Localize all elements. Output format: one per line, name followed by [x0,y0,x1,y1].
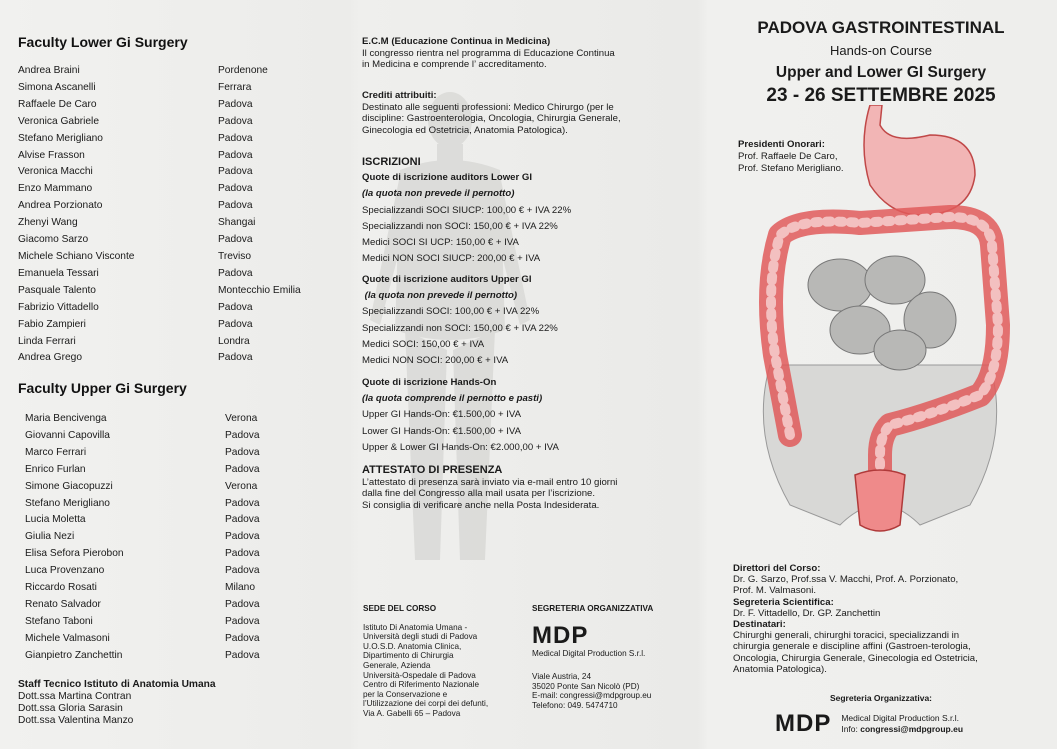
staff-member: Dott.ssa Valentina Manzo [18,715,134,726]
faculty-member-city: Padova [218,98,253,110]
attestato-block [362,465,682,511]
faculty-member-name: Riccardo Rosati [25,582,97,594]
segreteria-title: SEGRETERIA ORGANIZZATIVA [532,604,654,613]
cover-dates: 23 - 26 SETTEMBRE 2025 [766,85,996,106]
faculty-member-name: Fabio Zampieri [18,318,86,330]
segreteria-line: 35020 Ponte San Nicolò (PD) [532,681,640,691]
faculty-member-row [18,300,328,317]
faculty-member-city: Padova [225,548,260,560]
sede-line: Via A. Gabelli 65 – Padova [363,708,461,718]
faculty-member-row [25,648,335,665]
faculty-member-name: Marco Ferrari [25,446,87,458]
faculty-member-city: Padova [218,149,253,161]
faculty-member-row [18,181,328,198]
iscrizioni-block [362,154,682,267]
presidenti-line: Prof. Stefano Merigliano. [738,163,844,174]
faculty-member-row [25,428,335,445]
lower-fee-note: (la quota non prevede il pernotto) [362,188,515,200]
fee-line: Lower GI Hands-On: €1.500,00 + IVA [362,425,522,437]
destinatari-line: Anatomia Patologica). [733,663,827,675]
faculty-lower-list [18,63,328,367]
cover-info [841,724,963,735]
upper-fee-note: (la quota non prevede il pernotto) [362,290,518,302]
cover-course: Upper and Lower GI Surgery [775,64,987,81]
crediti-block [362,90,682,136]
faculty-member-name: Stefano Taboni [25,615,93,627]
sede-line: Generale, Azienda [363,660,431,670]
faculty-member-city: Padova [218,267,253,279]
faculty-member-city: Padova [225,497,260,509]
presidenti-title: Presidenti Onorari: [738,139,825,150]
faculty-member-row [25,512,335,529]
fee-line: Specializzandi SOCI SIUCP: 100,00 € + IVA 22% [362,204,572,216]
faculty-member-city: Padova [218,200,253,212]
faculty-member-row [25,580,335,597]
faculty-member-name: Pasquale Talento [18,284,96,296]
faculty-member-row [25,529,335,546]
destinatari-title: Destinatari: [733,619,786,631]
fee-line: Upper GI Hands-On: €1.500,00 + IVA [362,409,522,421]
faculty-member-row [18,266,328,283]
cover-company: Medical Digital Production S.r.l. [841,713,959,723]
faculty-member-city: Montecchio Emilia [218,284,301,296]
faculty-member-city: Padova [218,166,253,178]
ecm-line: Il congresso rientra nel programma di Educazione Continua [362,47,615,59]
faculty-upper-list [25,411,335,665]
faculty-member-row [18,131,328,148]
faculty-member-name: Veronica Macchi [18,166,93,178]
faculty-member-name: Emanuela Tessari [18,267,99,279]
cover-info-label: Info: [841,724,858,734]
faculty-member-row [25,597,335,614]
faculty-member-name: Michele Schiano Visconte [18,250,135,262]
faculty-member-name: Lucia Moletta [25,514,86,526]
faculty-member-row [25,462,335,479]
crediti-line: discipline: Gastroenterologia, Oncologia, Chirurgia Generale, [362,113,621,125]
info-column [345,0,705,749]
sede-title: SEDE DEL CORSO [363,604,437,613]
upper-fee-block [362,272,682,369]
faculty-member-city: Padova [225,429,260,441]
faculty-member-city: Padova [225,615,260,627]
sede-line: Istituto Di Anatomia Umana - [363,622,468,632]
faculty-column [0,0,345,749]
faculty-member-row [18,215,328,232]
cover-segreteria-title: Segreteria Organizzativa: [829,693,933,703]
attestato-line: Si consiglia di verificare anche nella Posta Indesiderata. [362,499,600,511]
faculty-member-name: Linda Ferrari [18,335,76,347]
faculty-lower-title: Faculty Lower Gi Surgery [18,34,188,50]
attestato-line: L’attestato di presenza sarà inviato via e-mail entro 10 giorni [362,476,618,488]
cover-footer-logo [775,710,963,738]
faculty-member-city: Verona [225,413,258,424]
mdp-logo: MDP [775,710,832,737]
faculty-member-row [25,614,335,631]
faculty-member-city: Padova [218,115,253,127]
segreteria-line: Viale Austria, 24 [532,672,592,682]
faculty-member-row [25,479,335,496]
faculty-member-city: Pordenone [218,65,268,76]
fee-line: Medici NON SOCI: 200,00 € + IVA [362,355,509,367]
staff-member: Dott.ssa Martina Contran [18,691,132,702]
faculty-member-name: Giovanni Capovilla [25,429,110,441]
fee-line: Specializzandi non SOCI: 150,00 € + IVA 22% [362,220,558,232]
faculty-member-city: Padova [225,598,260,610]
faculty-member-city: Padova [218,234,253,246]
faculty-member-name: Andrea Porzionato [18,200,103,212]
faculty-member-city: Padova [225,531,260,543]
direttori-line: Dr. G. Sarzo, Prof.ssa V. Macchi, Prof. A. Porzionato, [733,574,959,586]
faculty-member-city: Padova [218,301,253,313]
faculty-member-name: Elisa Sefora Pierobon [25,548,124,560]
iscrizioni-title: ISCRIZIONI [362,156,421,168]
fee-line: Specializzandi non SOCI: 150,00 € + IVA 22% [362,322,558,334]
faculty-member-name: Renato Salvador [25,598,101,610]
faculty-member-city: Ferrara [218,81,252,93]
hands-on-fee-note: (la quota comprende il pernotto e pasti) [362,393,543,405]
sede-line: Università-Ospedale di Padova [363,670,476,680]
faculty-member-city: Padova [225,446,260,458]
faculty-member-city: Shangai [218,217,256,229]
sede-line: l’Utilizzazione dei corpi dei defunti, [363,699,489,709]
mdp-logo: MDP [532,621,589,649]
destinatari-line: Oncologia, Chirurgia Generale, Ginecologia ed Ostetricia, [733,652,978,664]
faculty-member-name: Luca Provenzano [25,565,105,577]
faculty-member-row [18,334,328,351]
hands-on-fee-title: Quote di iscrizione Hands-On [362,377,497,388]
faculty-member-city: Milano [225,582,256,594]
direttori-block [733,563,1033,675]
ecm-line: in Medicina e comprende l’ accreditamento. [362,59,547,71]
sede-line: Centro di Riferimento Nazionale [363,680,480,690]
destinatari-line: Chirurghi generali, chirurghi toracici, specializzandi in [733,630,960,642]
cover-title: PADOVA GASTROINTESTINAL [757,18,1005,37]
faculty-member-name: Michele Valmasoni [25,632,110,644]
faculty-member-name: Gianpietro Zanchettin [25,649,123,661]
faculty-member-row [18,164,328,181]
faculty-member-row [25,631,335,648]
faculty-member-name: Simona Ascanelli [18,81,96,93]
faculty-member-row [18,350,328,367]
faculty-member-name: Giacomo Sarzo [18,234,89,246]
scientifica-line: Dr. F. Vittadello, Dr. GP. Zanchettin [733,607,881,619]
cover-subtitle: Hands-on Course [830,43,932,58]
faculty-member-name: Maria Bencivenga [25,413,107,424]
scientifica-title: Segreteria Scientifica: [733,596,834,608]
gastrointestinal-illustration [730,105,1030,545]
sede-line: Università degli studi di Padova [363,632,478,642]
faculty-member-city: Treviso [218,250,252,262]
ecm-title: E.C.M (Educazione Continua in Medicina) [362,36,551,47]
faculty-member-row [25,411,335,428]
faculty-member-row [18,249,328,266]
faculty-member-name: Andrea Braini [18,65,80,76]
faculty-member-city: Padova [225,514,260,526]
lower-fee-title: Quote di iscrizione auditors Lower GI [362,172,533,184]
faculty-member-row [18,283,328,300]
fee-line: Upper & Lower GI Hands-On: €2.000,00 + IVA [362,441,559,453]
faculty-member-name: Veronica Gabriele [18,115,99,127]
faculty-member-name: Raffaele De Caro [18,98,97,110]
sede-block [363,604,523,719]
faculty-member-name: Enrico Furlan [25,463,86,475]
segreteria-line: Telefono: 049. 5474710 [532,700,618,710]
cover-column [705,0,1057,749]
faculty-member-city: Londra [218,335,250,347]
sede-line: Dipartimento di Chirurgia [363,651,454,661]
faculty-member-row [18,198,328,215]
ecm-block [362,36,682,71]
sede-line: U.O.S.D. Anatomia Clinica, [363,641,462,651]
faculty-member-name: Simone Giacopuzzi [25,480,113,492]
faculty-member-row [18,148,328,165]
faculty-member-row [18,63,328,80]
faculty-member-city: Padova [218,352,253,364]
faculty-member-name: Enzo Mammano [18,183,93,195]
upper-fee-title: Quote di iscrizione auditors Upper GI [362,274,532,285]
faculty-member-row [25,496,335,513]
faculty-member-name: Fabrizio Vittadello [18,301,99,313]
faculty-member-name: Giulia Nezi [25,531,75,543]
hands-on-fee-block [362,375,682,456]
faculty-member-row [18,80,328,97]
staff-member: Dott.ssa Gloria Sarasin [18,703,123,714]
faculty-member-row [18,317,328,334]
crediti-line: Ginecologia ed Ostetricia, Anatomia Patologica). [362,124,568,136]
faculty-member-row [25,563,335,580]
cover-info-email[interactable]: congressi@mdpgroup.eu [860,724,964,734]
faculty-member-row [18,232,328,249]
faculty-member-city: Padova [218,318,253,330]
faculty-member-city: Padova [225,632,260,644]
faculty-upper-title: Faculty Upper Gi Surgery [18,380,187,396]
crediti-title: Crediti attribuiti: [362,90,437,101]
direttori-line: Prof. M. Valmasoni. [733,585,816,597]
faculty-member-row [18,97,328,114]
faculty-member-row [25,445,335,462]
faculty-member-name: Zhenyi Wang [18,217,78,229]
faculty-member-name: Andrea Grego [18,352,82,364]
destinatari-line: chirurgia generale e discipline affini (Gastroen-terologia, [733,641,971,653]
fee-line: Medici SOCI: 150,00 € + IVA [362,338,485,350]
fee-line: Medici SOCI SI UCP: 150,00 € + IVA [362,237,519,249]
faculty-member-name: Stefano Merigliano [18,132,103,144]
direttori-title: Direttori del Corso: [733,563,821,574]
staff-block [18,679,216,727]
segreteria-company: Medical Digital Production S.r.l. [532,648,646,658]
faculty-member-city: Verona [225,480,258,492]
crediti-line: Destinato alle seguenti professioni: Medico Chirurgo (per le [362,101,614,113]
faculty-member-row [25,546,335,563]
faculty-member-row [18,114,328,131]
staff-title: Staff Tecnico Istituto di Anatomia Umana [18,679,216,690]
segreteria-line: E-mail: congressi@mdpgroup.eu [532,691,652,701]
faculty-member-city: Padova [218,183,253,195]
faculty-member-name: Stefano Merigliano [25,497,110,509]
fee-line: Medici NON SOCI SIUCP: 200,00 € + IVA [362,253,541,265]
faculty-member-city: Padova [225,649,260,661]
faculty-member-city: Padova [218,132,253,144]
segreteria-block [532,604,697,711]
fee-line: Specializzandi SOCI: 100,00 € + IVA 22% [362,306,540,318]
faculty-member-city: Padova [225,565,260,577]
cover-company-block [841,713,963,735]
attestato-line: dalla fine del Congresso alla mail usata per l’iscrizione. [362,488,596,500]
presidenti-line: Prof. Raffaele De Caro, [738,151,838,162]
attestato-title: ATTESTATO DI PRESENZA [362,464,503,476]
sede-line: per la Conservazione e [363,689,448,699]
faculty-member-city: Padova [225,463,260,475]
faculty-member-name: Alvise Frasson [18,149,85,161]
